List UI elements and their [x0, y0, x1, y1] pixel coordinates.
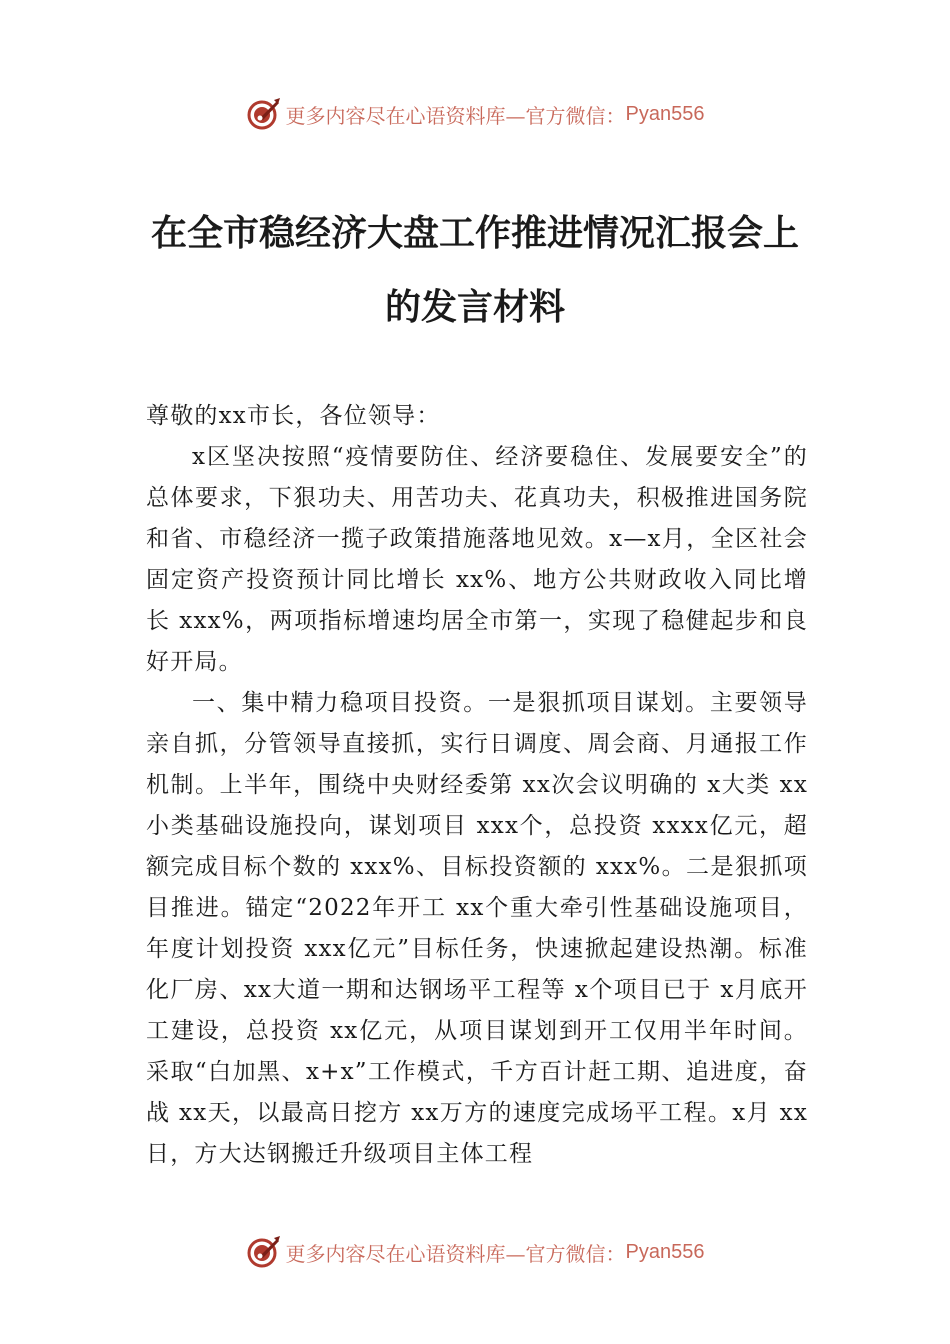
- watermark-banner-top: [0, 92, 950, 136]
- watermark-text: 更多内容尽在心语资料库—官方微信：: [285, 103, 626, 128]
- watermark-text: 更多内容尽在心语资料库—官方微信：: [285, 1241, 626, 1266]
- paragraph-intro: x区坚决按照“疫情要防住、经济要稳住、发展要安全”的总体要求，下狠功夫、用苦功夫、花真功夫，积极推进国务院和省、市稳经济一揽子政策措施落地见效。x—x月，全区社会固定资产投资预计同比增长 xx%、地方公共财政收入同比增长 xxx%，两项指标增速均居全市第一，实现了稳健起步和良好开局。: [146, 444, 808, 675]
- quill-logo-icon: [246, 96, 282, 132]
- document-title: [110, 196, 840, 344]
- document-body: [146, 396, 808, 1175]
- watermark-banner-bottom: [0, 1230, 950, 1274]
- quill-logo-icon: [246, 1234, 282, 1270]
- title-line-1: 在全市稳经济大盘工作推进情况汇报会上: [150, 212, 799, 254]
- salutation: 尊敬的xx市长，各位领导：: [146, 403, 441, 429]
- watermark-wechat-id: Pyan556: [625, 1240, 705, 1263]
- paragraph-section-1: 一、集中精力稳项目投资。一是狠抓项目谋划。主要领导亲自抓，分管领导直接抓，实行日调度、周会商、月通报工作机制。上半年，围绕中央财经委第 xx次会议明确的 x大类 xx小类基础设施投向，谋划项目 xxx个，总投资 xxxx亿元，超额完成目标个数的 xxx%、目标投资额的 xxx%。二是狠抓项目推进。锚定“2022年开工 xx个重大牵引性基础设施项目，年度计划投资 xxx亿元”目标任务，快速掀起建设热潮。标准化厂房、xx大道一期和达钢场平工程等 x个项目已于 x月底开工建设，总投资 xx亿元，从项目谋划到开工仅用半年时间。采取“白加黑、x+x”工作模式，千方百计赶工期、追进度，奋战 xx天，以最高日挖方 xx万方的速度完成场平工程。x月 xx日，方大达钢搬迁升级项目主体工程: [146, 690, 808, 1167]
- title-line-2: 的发言材料: [384, 286, 565, 328]
- watermark-wechat-id: Pyan556: [625, 102, 705, 125]
